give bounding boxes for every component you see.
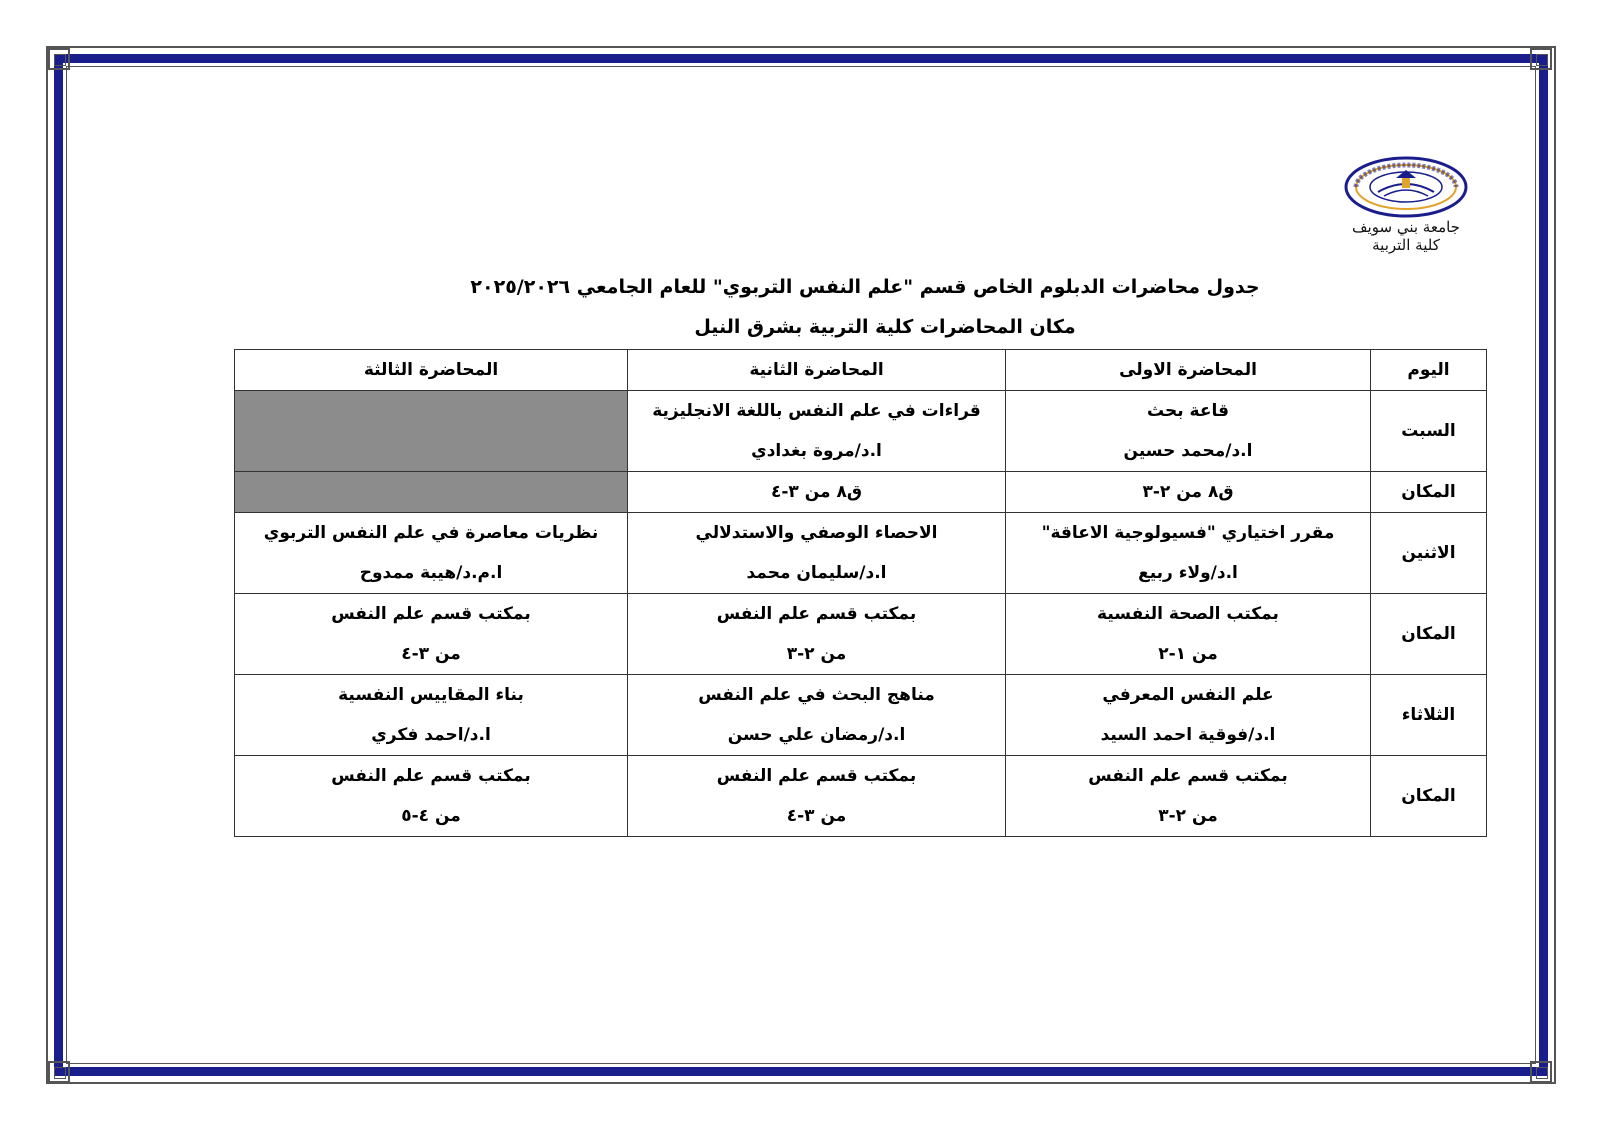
instructor-name: ا.د/سليمان محمد xyxy=(746,563,887,583)
table-row xyxy=(235,675,1487,756)
third-lecture-place-cell xyxy=(235,756,628,837)
second-lecture-cell xyxy=(628,391,1006,472)
university-name: جامعة بني سويف xyxy=(1352,218,1460,236)
course-name: مقرر اختياري "فسيولوجية الاعاقة" xyxy=(1041,523,1335,543)
room-name: بمكتب قسم علم النفس xyxy=(331,766,531,786)
second-lecture-place-cell xyxy=(628,756,1006,837)
instructor-name: ا.د/فوقية احمد السيد xyxy=(1100,725,1276,745)
university-emblem-icon xyxy=(1344,156,1468,218)
second-lecture-place-cell: ق٨ من ٣-٤ xyxy=(628,472,1006,513)
room-name: بمكتب الصحة النفسية xyxy=(1097,604,1279,624)
header-first-lecture: المحاضرة الاولى xyxy=(1006,350,1371,391)
room-name: بمكتب قسم علم النفس xyxy=(331,604,531,624)
faculty-name: كلية التربية xyxy=(1372,236,1440,254)
time-range: من ٤-٥ xyxy=(401,806,461,826)
empty-lecture-cell xyxy=(235,391,628,472)
first-lecture-place-cell xyxy=(1006,756,1371,837)
header-day: اليوم xyxy=(1371,350,1487,391)
third-lecture-place-cell xyxy=(235,594,628,675)
frame-corner-ornament xyxy=(48,1061,70,1083)
course-name: بناء المقاييس النفسية xyxy=(338,685,524,705)
header-third-lecture: المحاضرة الثالثة xyxy=(235,350,628,391)
frame-corner-ornament xyxy=(1530,48,1552,70)
course-name: علم النفس المعرفي xyxy=(1102,685,1274,705)
course-name: قاعة بحث xyxy=(1147,401,1229,421)
instructor-name: ا.د/محمد حسين xyxy=(1123,441,1253,461)
table-row xyxy=(235,513,1487,594)
second-lecture-cell xyxy=(628,675,1006,756)
time-range: من ١-٢ xyxy=(1158,644,1218,664)
first-lecture-place-cell xyxy=(1006,594,1371,675)
course-name: الاحصاء الوصفي والاستدلالي xyxy=(695,523,938,543)
instructor-name: ا.د/ولاء ربيع xyxy=(1138,563,1238,583)
instructor-name: ا.م.د/هيبة ممدوح xyxy=(359,563,503,583)
second-lecture-cell xyxy=(628,513,1006,594)
first-lecture-cell xyxy=(1006,391,1371,472)
university-logo xyxy=(1342,156,1470,264)
frame-corner-ornament xyxy=(1530,1061,1552,1083)
instructor-name: ا.د/رمضان علي حسن xyxy=(727,725,906,745)
third-lecture-cell xyxy=(235,513,628,594)
day-cell: الاثنين xyxy=(1371,513,1487,594)
instructor-name: ا.د/احمد فكري xyxy=(371,725,491,745)
location-subtitle: مكان المحاضرات كلية التربية بشرق النيل xyxy=(694,316,1076,338)
time-range: من ٢-٣ xyxy=(786,644,847,664)
table-row xyxy=(235,594,1487,675)
lecture-schedule-table xyxy=(234,349,1487,837)
day-cell: الثلاثاء xyxy=(1371,675,1487,756)
second-lecture-place-cell xyxy=(628,594,1006,675)
course-name: مناهج البحث في علم النفس xyxy=(698,685,935,705)
table-header-row xyxy=(235,350,1487,391)
table-row xyxy=(235,756,1487,837)
table-row xyxy=(235,391,1487,472)
course-name: قراءات في علم النفس باللغة الانجليزية xyxy=(652,401,981,421)
first-lecture-cell xyxy=(1006,513,1371,594)
place-label-cell: المكان xyxy=(1371,594,1487,675)
day-cell: السبت xyxy=(1371,391,1487,472)
time-range: من ٣-٤ xyxy=(786,806,847,826)
page-title: جدول محاضرات الدبلوم الخاص قسم "علم النفس التربوي" للعام الجامعي ٢٠٢٥/٢٠٢٦ xyxy=(470,276,1260,298)
third-lecture-cell xyxy=(235,675,628,756)
room-name: بمكتب قسم علم النفس xyxy=(1088,766,1288,786)
header-second-lecture: المحاضرة الثانية xyxy=(628,350,1006,391)
time-range: من ٣-٤ xyxy=(401,644,461,664)
instructor-name: ا.د/مروة بغدادي xyxy=(751,441,882,461)
room-name: بمكتب قسم علم النفس xyxy=(716,766,917,786)
time-range: من ٢-٣ xyxy=(1158,806,1218,826)
table-row xyxy=(235,472,1487,513)
course-name: نظريات معاصرة في علم النفس التربوي xyxy=(263,523,599,543)
place-label-cell: المكان xyxy=(1371,756,1487,837)
first-lecture-place-cell: ق٨ من ٢-٣ xyxy=(1006,472,1371,513)
room-name: بمكتب قسم علم النفس xyxy=(716,604,917,624)
frame-corner-ornament xyxy=(48,48,70,70)
empty-place-cell xyxy=(235,472,628,513)
place-label-cell: المكان xyxy=(1371,472,1487,513)
first-lecture-cell xyxy=(1006,675,1371,756)
